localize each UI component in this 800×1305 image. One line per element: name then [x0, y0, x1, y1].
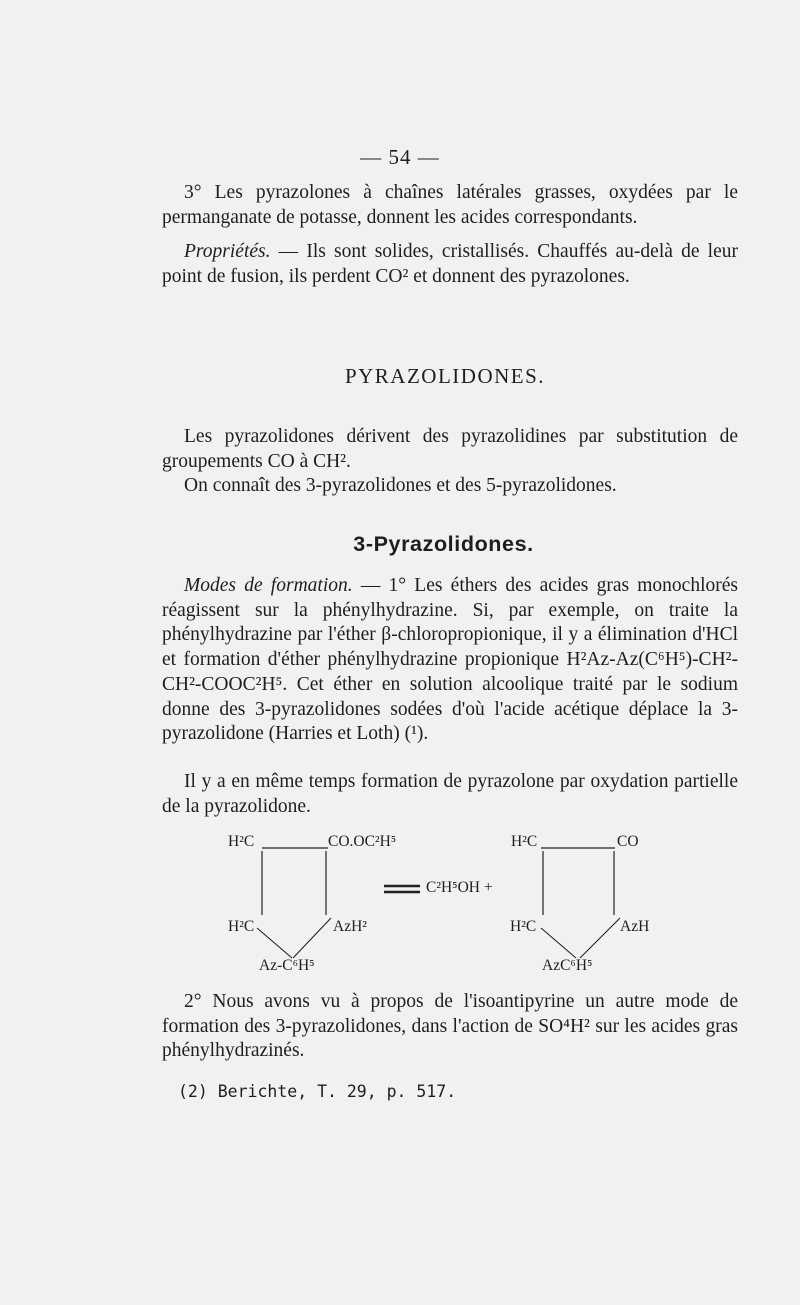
formula-product: C²H⁵OH + [426, 879, 493, 896]
formula-left-tl: H²C [228, 833, 255, 850]
modes-text: — 1° Les éthers des acides gras monochlorés réagissent sur la phénylhydrazine. Si, par exemple, on traite la phénylhydrazine par l'éther β-chloropropionique, il y a élimination d'HCl et formation d'éther phénylhydrazine propionique H²Az-Az(C⁶H⁵)-CH²-CH²-COOC²H⁵. Cet éther en solution alcoolique traité par le sodium donne des 3-pyrazolidones sodées d'où l'acide acétique déplace la 3-pyrazolidone (Harries et Loth) (¹). [162, 575, 738, 745]
oxydation-text: Il y a en même temps formation de pyrazolone par oxydation partielle de la pyrazolidone. [162, 771, 738, 817]
right-lower-left-bond [541, 928, 576, 958]
left-lower-right-bond [293, 918, 331, 958]
paragraph-item-2 [162, 990, 738, 1064]
formula-left-bottom: Az-C⁶H⁵ [259, 957, 315, 974]
item-3-text: 3° Les pyrazolones à chaînes latérales grasses, oxydées par le permanganate de potasse, donnent les acides correspondants. [162, 182, 738, 228]
left-lower-left-bond [257, 928, 292, 958]
formula-right-tl: H²C [511, 833, 538, 850]
footnote: (2) Berichte, T. 29, p. 517. [178, 1082, 457, 1101]
section-title: PYRAZOLIDONES. [344, 364, 546, 388]
formula-left-ml: H²C [228, 918, 255, 935]
formula-right-tr: CO [617, 833, 639, 850]
item-2-text: 2° Nous avons vu à propos de l'isoantipyrine un autre mode de formation des 3-pyrazolidones, dans l'action de SO⁴H² sur les acides gras phénylhydrazinés. [162, 991, 738, 1062]
formula-right-ml: H²C [510, 918, 537, 935]
section-intro-line2: On connaît des 3-pyrazolidones et des 5-pyrazolidones. [184, 475, 617, 496]
formula-left-tr: CO.OC²H⁵ [328, 833, 397, 850]
page-number: — 54 — [360, 145, 440, 169]
formula-left-mr: AzH² [333, 918, 367, 935]
formula-right-mr: AzH [620, 918, 650, 935]
modes-label: Modes de formation. [184, 575, 353, 596]
proprietes-text: — Ils sont solides, cristallisés. Chauffés au-delà de leur point de fusion, ils perdent CO² et donnent des pyrazolones. [162, 241, 738, 287]
subsection-title: 3-Pyrazolidones. [353, 532, 534, 556]
proprietes-label: Propriétés. [184, 241, 271, 262]
formula-right-bottom: AzC⁶H⁵ [542, 957, 593, 974]
right-lower-right-bond [580, 918, 620, 958]
section-intro-line1: Les pyrazolidones dérivent des pyrazolidines par substitution de groupements CO à CH². [162, 426, 738, 472]
